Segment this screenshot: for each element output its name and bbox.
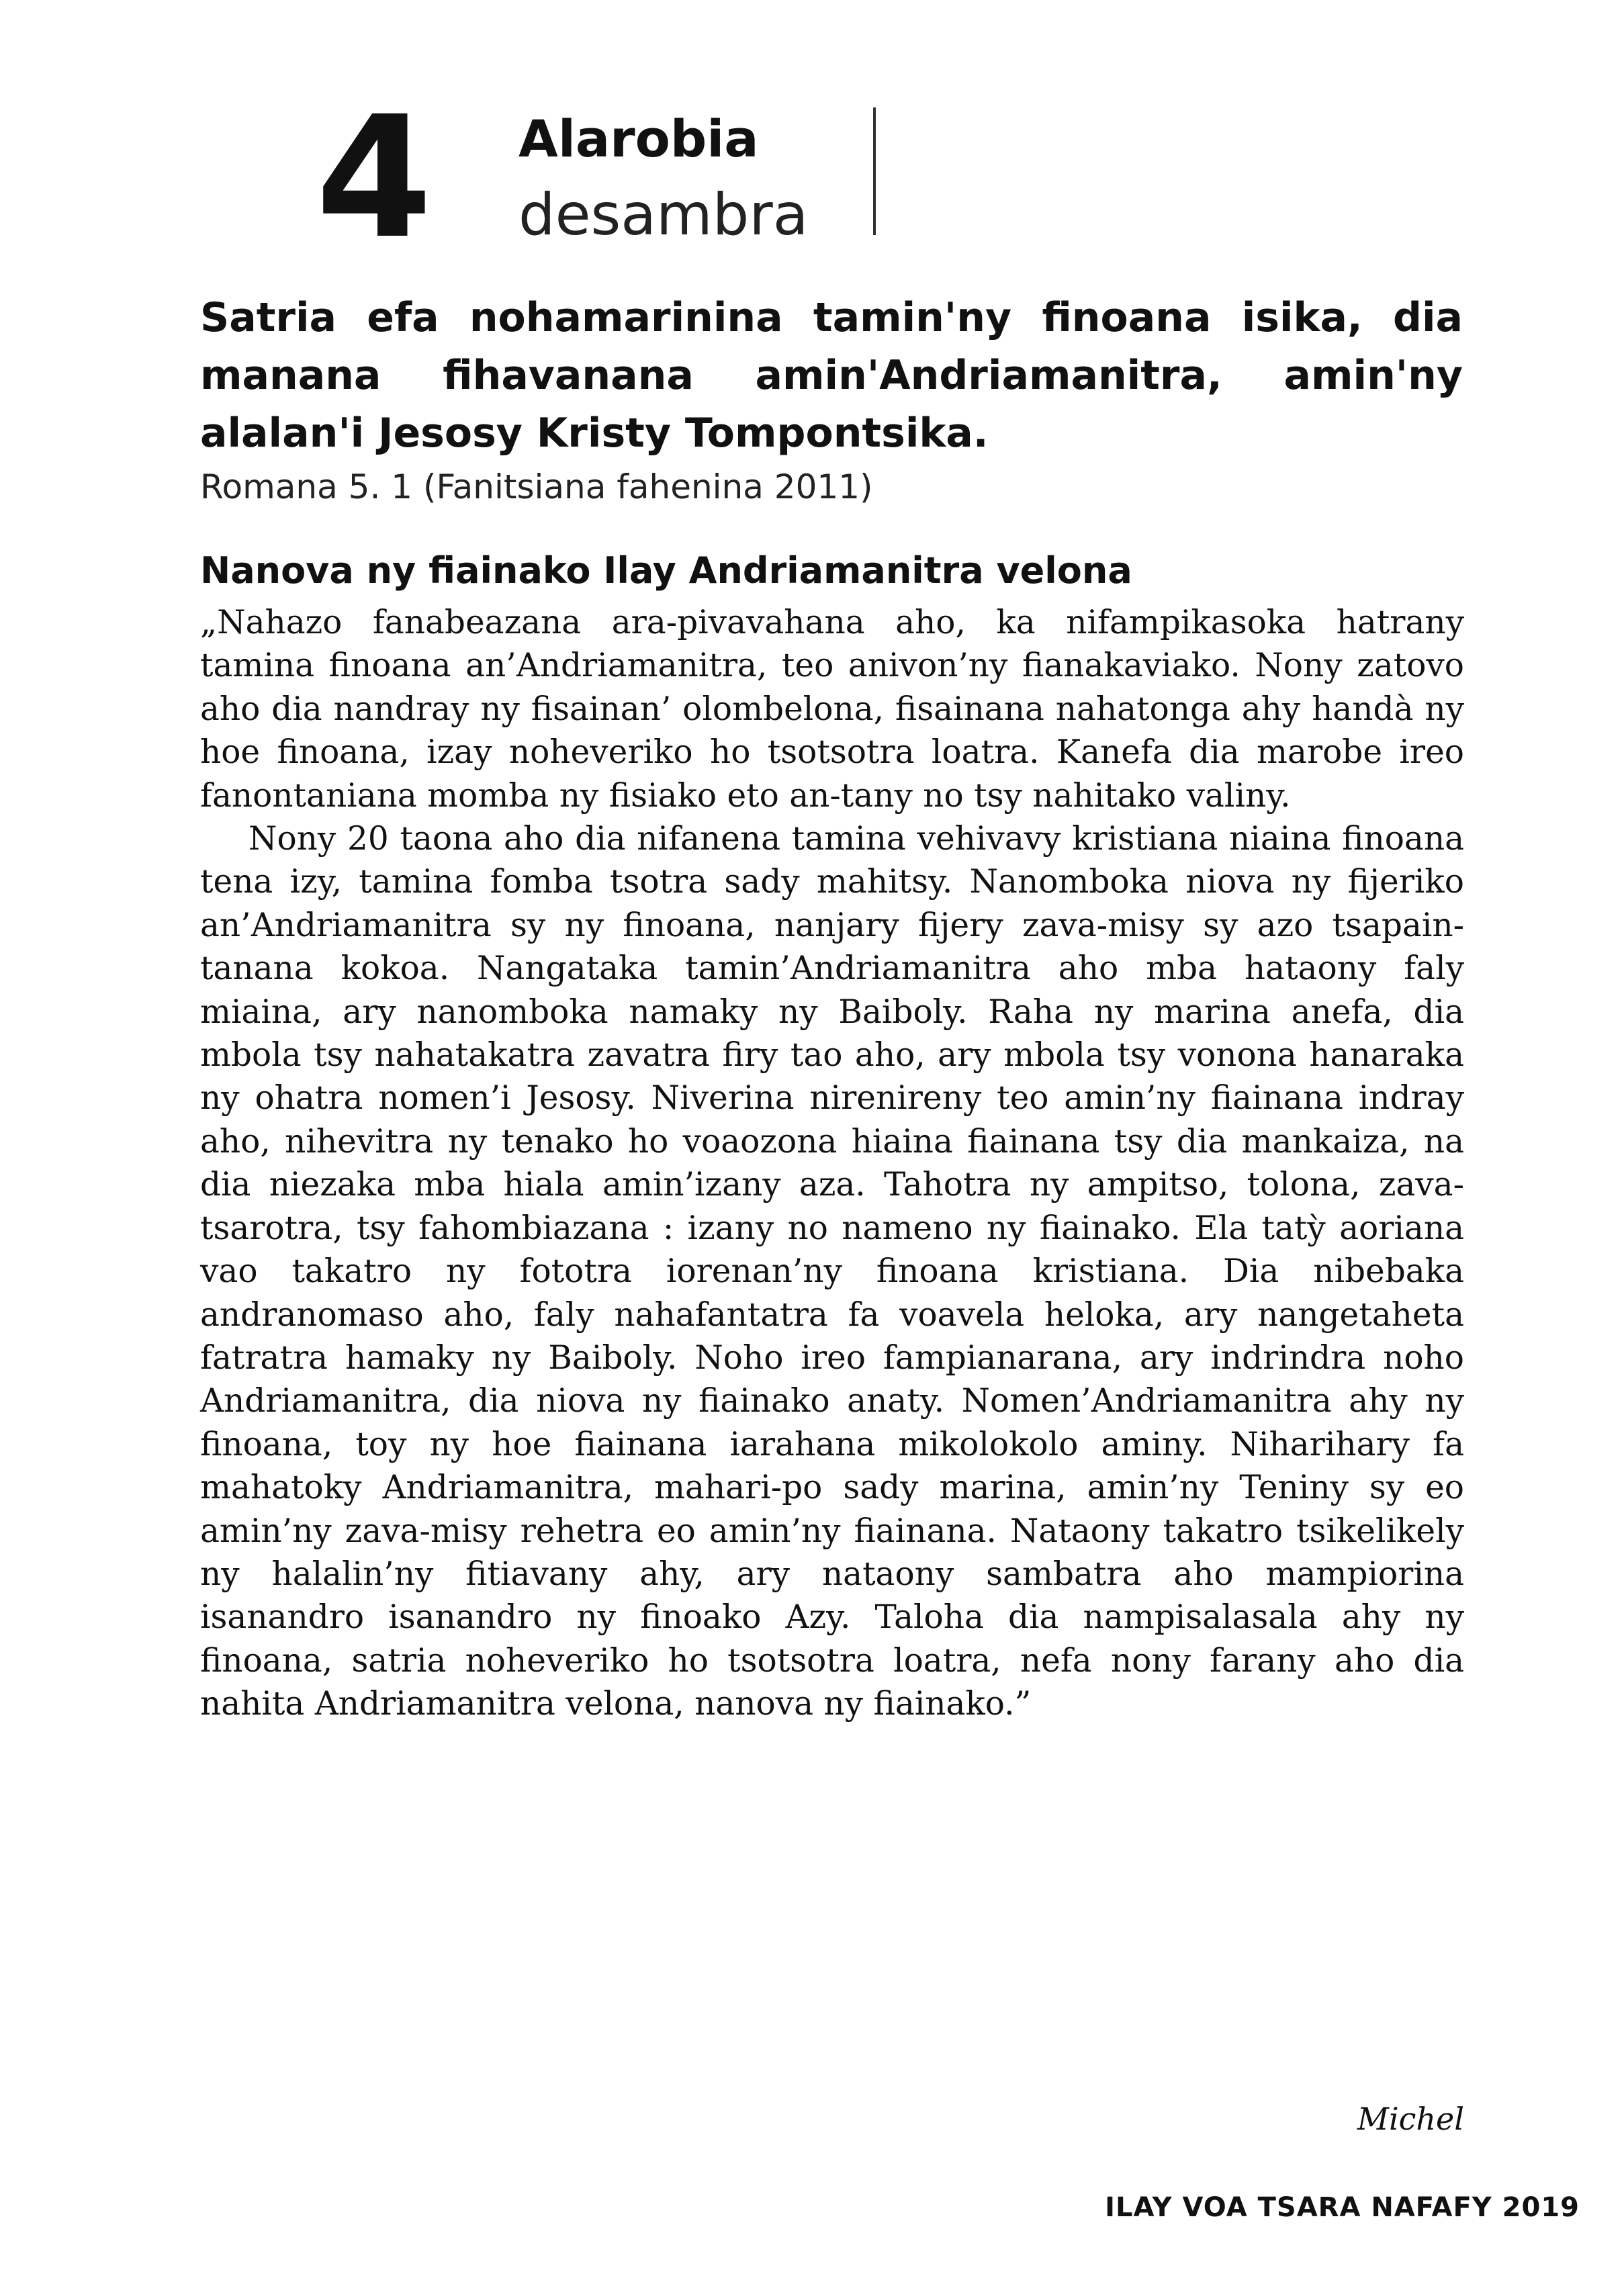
month-label: desambra [518, 181, 809, 248]
day-number: 4 [316, 80, 433, 275]
article-paragraph-1: „Nahazo fanabeazana ara-pivavahana aho, ka nifampikasoka hatrany tamina finoana an’Andriamanitra, teo anivon’ny fianakaviako. Nony zatovo aho dia nandray ny fisainan’ olombelona, fisainana nahatonga ahy handà ny hoe finoana, izay noheveriko ho tsotsotra loatra. Kanefa dia marobe ireo fanontaniana momba ny fisiako eto an-tany no tsy nahitako valiny. [200, 604, 1464, 815]
article-body [200, 601, 1464, 1726]
article-title: Nanova ny fiainako Ilay Andriamanitra velona [200, 549, 1132, 592]
header-divider [873, 107, 876, 235]
author-signature: Michel [1357, 2101, 1464, 2137]
bible-verse: Satria efa nohamarinina tamin'ny finoana isika, dia manana fihavanana amin'Andriamanitra, amin'ny alalan'i Jesosy Kristy Tompontsika. [200, 294, 1463, 457]
weekday-label: Alarobia [518, 109, 759, 169]
article-paragraph-2: Nony 20 taona aho dia nifanena tamina vehivavy kristiana niaina finoana tena izy, tamina fomba tsotra sady mahitsy. Nanomboka niova ny fijeriko an’Andriamanitra sy ny finoana, nanjary fijery zava-misy sy azo tsapain-tanana kokoa. Nangataka tamin’Andriamanitra aho mba hataony faly miaina, ary nanomboka namaky ny Baiboly. Raha ny marina anefa, dia mbola tsy nahatakatra zavatra firy tao aho, ary mbola tsy vonona hanaraka ny ohatra nomen’i Jesosy. Niverina nirenireny teo amin’ny fiainana indray aho, nihevitra ny tenako ho voaozona hiaina fiainana tsy dia mankaiza, na dia niezaka mba hiala amin’izany aza. Tahotra ny ampitso, tolona, zava-tsarotra, tsy fahombiazana : izany no nameno ny fiainako. Ela tatỳ aoriana vao takatro ny fototra iorenan’ny finoana kristiana. Dia nibebaka andranomaso aho, faly nahafantatra fa voavela heloka, ary nangetaheta fatratra hamaky ny Baiboly. Noho ireo fampianarana, ary indrindra noho Andriamanitra, dia niova ny fiainako anaty. Nomen’Andriamanitra ahy ny finoana, toy ny hoe fiainana iarahana mikolokolo aminy. Niharihary fa mahatoky Andriamanitra, mahari-po sady marina, amin’ny Teniny sy eo amin’ny zava-misy rehetra eo amin’ny fiainana. Nataony takatro tsikelikely ny halalin’ny fitiavany ahy, ary nataony sambatra aho mampiorina isanandro isanandro ny finoako Azy. Taloha dia nampisalasala ahy ny finoana, satria noheveriko ho tsotsotra loatra, nefa nony farany aho dia nahita Andriamanitra velona, nanova ny fiainako.” [200, 820, 1464, 1723]
verse-reference: Romana 5. 1 (Fanitsiana fahenina 2011) [200, 467, 873, 506]
publication-footer: ILAY VOA TSARA NAFAFY 2019 [1105, 2192, 1580, 2223]
